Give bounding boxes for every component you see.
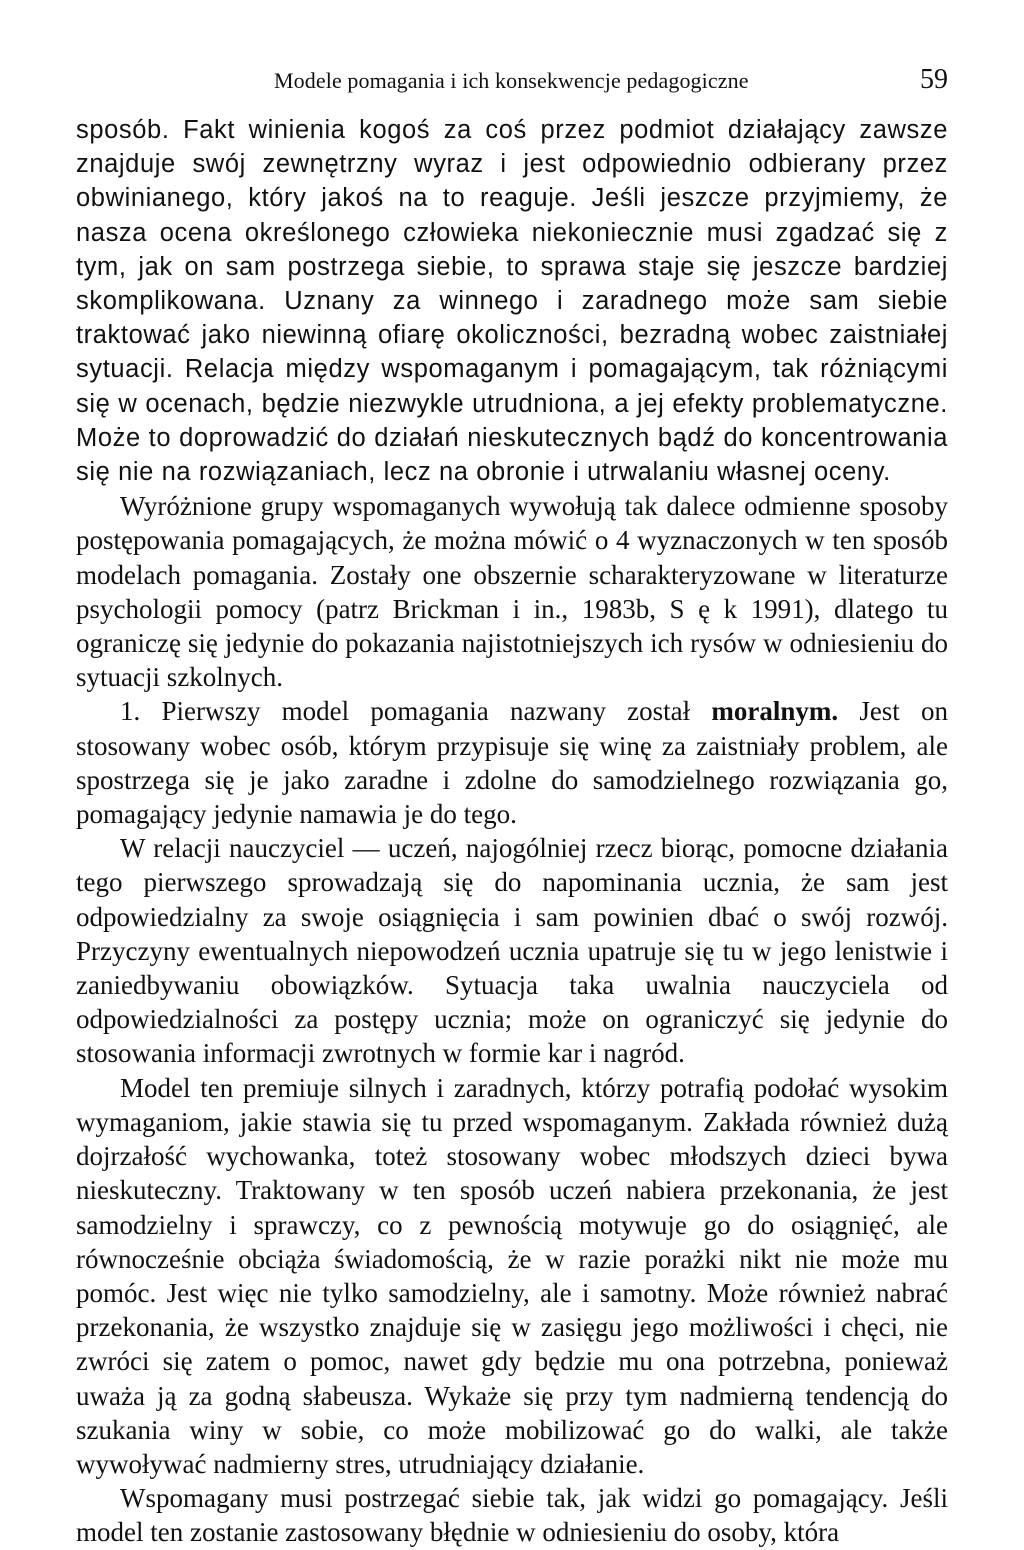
body-text <box>76 113 948 1550</box>
paragraph-5: Model ten premiuje silnych i zaradnych, którzy potrafią podołać wysokim wymaganiom, jakie stawia się tu przed wspomaganym. Zakłada również dużą dojrzałość wychowanka, toteż stosowany wobec młodszych dzieci bywa nieskuteczny. Traktowany w ten sposób uczeń nabiera przekonania, że jest samodzielny i sprawczy, co z pewnością motywuje go do osiągnięć, ale równocześnie obciąża świadomością, że w razie porażki nikt nie może mu pomóc. Jest więc nie tylko samodzielny, ale i samotny. Może również nabrać przekonania, że wszystko znajduje się w zasięgu jego możliwości i chęci, nie zwróci się zatem o pomoc, nawet gdy będzie mu ona potrzebna, ponieważ uważa ją za godną słabeusza. Wykaże się przy tym nadmierną tendencją do szukania winy w sobie, co może mobilizować go do walki, ale także wywoływać nadmierny stres, utrudniający działanie. <box>76 1072 948 1479</box>
paragraph-4: W relacji nauczyciel — uczeń, najogólniej rzecz biorąc, pomocne działania tego pierwszego sprowadzają się do napominania ucznia, że sam jest odpowiedzialny za swoje osiągnięcia i sam powinien dbać o swój rozwój. Przyczyny ewentualnych niepowodzeń ucznia upatruje się tu w jego lenistwie i zaniedbywaniu obowiązków. Sytuacja taka uwalnia nauczyciela od odpowiedzialności za postępy ucznia; może on ograniczyć się jedynie do stosowania informacji zwrotnych w formie kar i nagród. <box>76 833 948 1069</box>
paragraph-3 <box>76 694 948 831</box>
running-head <box>76 64 948 104</box>
paragraph-1: sposób. Fakt winienia kogoś za coś przez podmiot działający zawsze znajduje swój zewnętrzny wyraz i jest odpowiednio odbierany przez obwinianego, który jakoś na to reaguje. Jeśli jeszcze przyjmiemy, że nasza ocena określonego człowieka niekoniecznie musi zgadzać się z tym, jak on sam postrzega siebie, to sprawa staje się jeszcze bardziej skomplikowana. Uznany za winnego i zaradnego może sam siebie traktować jako niewinną ofiarę okoliczności, bezradną wobec zaistniałej sytuacji. Relacja między wspomaganym i pomagającym, tak różniącymi się w ocenach, będzie niezwykle utrudniona, a jej efekty problematyczne. Może to doprowadzić do działań nieskutecznych bądź do koncentrowania się nie na rozwiązaniach, lecz na obronie i utrwalaniu własnej oceny. <box>76 116 948 487</box>
paragraph-3-rest: Jest on stosowany wobec osób, którym przypisuje się winę za zaistniały problem, ale spostrzega się je jako zaradne i zdolne do samodzielnego rozwiązania go, pomagający jedynie namawia je do tego. <box>76 696 949 830</box>
paragraph-6: Wspomagany musi postrzegać siebie tak, jak widzi go pomagający. Jeśli model ten zostanie zastosowany błędnie w odniesieniu do osoby, która <box>76 1483 948 1548</box>
bold-term-moral: moralnym. <box>711 696 839 727</box>
paragraph-3-lead: 1. Pierwszy model pomagania nazwany został <box>120 696 691 727</box>
running-title: Modele pomagania i ich konsekwencje pedagogiczne <box>274 68 749 93</box>
paragraph-2: Wyróżnione grupy wspomaganych wywołują tak dalece odmienne sposoby postępowania pomagających, że można mówić o 4 wyznaczonych w ten sposób modelach pomagania. Zostały one obszernie scharakteryzowane w literaturze psychologii pomocy (patrz Brickman i in., 1983b, S ę k 1991), dlatego tu ograniczę się jedynie do pokazania najistotniejszych ich rysów w odniesieniu do sytuacji szkolnych. <box>76 491 948 693</box>
page-number: 59 <box>920 64 948 95</box>
